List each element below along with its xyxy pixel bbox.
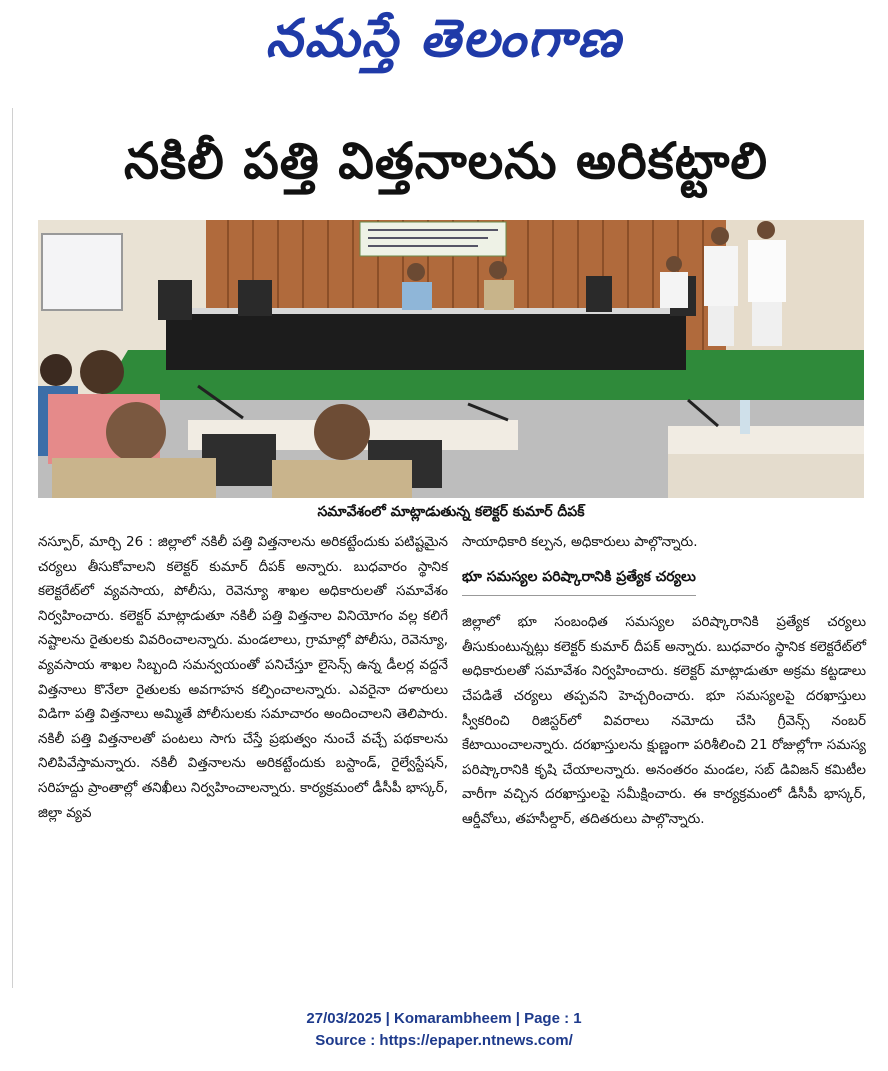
article-headline: నకిలీ పత్తి విత్తనాలను అరికట్టాలి: [123, 132, 769, 190]
photo-caption: సమావేశంలో మాట్లాడుతున్న కలెక్టర్ కుమార్ దీపక్: [317, 504, 585, 520]
footer-date-edition: 27/03/2025 | Komarambheem | Page : 1: [306, 1010, 582, 1027]
article-body-right: జిల్లాలో భూ సంబంధిత సమస్యల పరిష్కారానికి ప్రత్యేక చర్యలు తీసుకుంటున్నట్లు కలెక్టర్ కుమార్ దీపక్ అన్నారు. బుధవారం స్థానిక కలెక్టరేట్‌లో అధికారులతో సమావేశం నిర్వహించారు. కలెక్టర్ మాట్లాడుతూ అక్రమ కట్టడాలు చేపడితే చర్యలు తప్పవని హెచ్చరించారు. భూ సమస్యలపై దరఖాస్తులు స్వీకరించి రిజిస్టర్‌లో వివరాలు నమోదు చేసి గ్రీవెన్స్ నంబర్ కేటాయించాలన్నారు. దరఖాస్తులను క్షుణ్ణంగా పరిశీలించి 21 రోజుల్లోగా సమస్య పరిష్కారానికి కృషి చేయాలన్నారు. అనంతరం మండల, సబ్ డివిజన్ కమిటీల వారీగా వచ్చిన దరఖాస్తులపై సమీక్షించారు. ఈ కార్యక్రమంలో డీసీపీ భాస్కర్, ఆర్డీవోలు, తహసీల్దార్, తదితరులు పాల్గొన్నారు.: [462, 614, 866, 827]
masthead-title: నమస్తే తెలంగాణ: [265, 9, 623, 69]
article-column-right: [462, 530, 866, 832]
article-subheading: భూ సమస్యల పరిష్కారానికి ప్రత్యేక చర్యలు: [462, 565, 696, 597]
page-footer: [0, 1008, 888, 1052]
article-photo: [38, 220, 864, 498]
article-column-left: [38, 530, 448, 825]
article-body-right-intro: సాయాధికారి కల్పన, అధికారులు పాల్గొన్నారు.: [462, 534, 698, 550]
footer-source: Source : https://epaper.ntnews.com/: [315, 1032, 573, 1049]
article-body-left: నస్పూర్, మార్చి 26 : జిల్లాలో నకిలీ పత్తి విత్తనాలను అరికట్టేందుకు పటిష్టమైన చర్యలు తీసుకోవాలని కలెక్టర్ కుమార్ దీపక్ అన్నారు. బుధవారం స్థానిక కలెక్టరేట్‌లో వ్యవసాయ, పోలీసు, రెవెన్యూ శాఖల అధికారులతో సమావేశం నిర్వహించారు. కలెక్టర్ మాట్లాడుతూ నకిలీ పత్తి విత్తనాల వినియోగం వల్ల కలిగే నష్టాలను రైతులకు వివరించాలన్నారు. మండలాలు, గ్రామాల్లో పోలీసు, రెవెన్యూ, వ్యవసాయ శాఖల సిబ్బంది సమన్వయంతో పనిచేస్తూ లైసెన్స్ ఉన్న డీలర్ల వద్దనే విత్తనాలు కొనేలా రైతులకు అవగాహన కల్పించాలన్నారు. ఎవరైనా దళారులు విడిగా పత్తి విత్తనాలు అమ్మితే పోలీసులకు సమాచారం అందించాలని తెలిపారు. నకిలీ పత్తి విత్తనాలతో పంటలు సాగు చేస్తే ప్రభుత్వం నుంచే వచ్చే పథకాలను నిలిపివేస్తామన్నారు. నకిలీ విత్తనాలను అరికట్టేందుకు బస్టాండ్, రైల్వేస్టేషన్, సరిహద్దు ప్రాంతాల్లో తనిఖీలు నిర్వహించాలన్నారు. కార్యక్రమంలో డీసీపీ భాస్కర్, జిల్లా వ్యవ: [38, 534, 448, 821]
